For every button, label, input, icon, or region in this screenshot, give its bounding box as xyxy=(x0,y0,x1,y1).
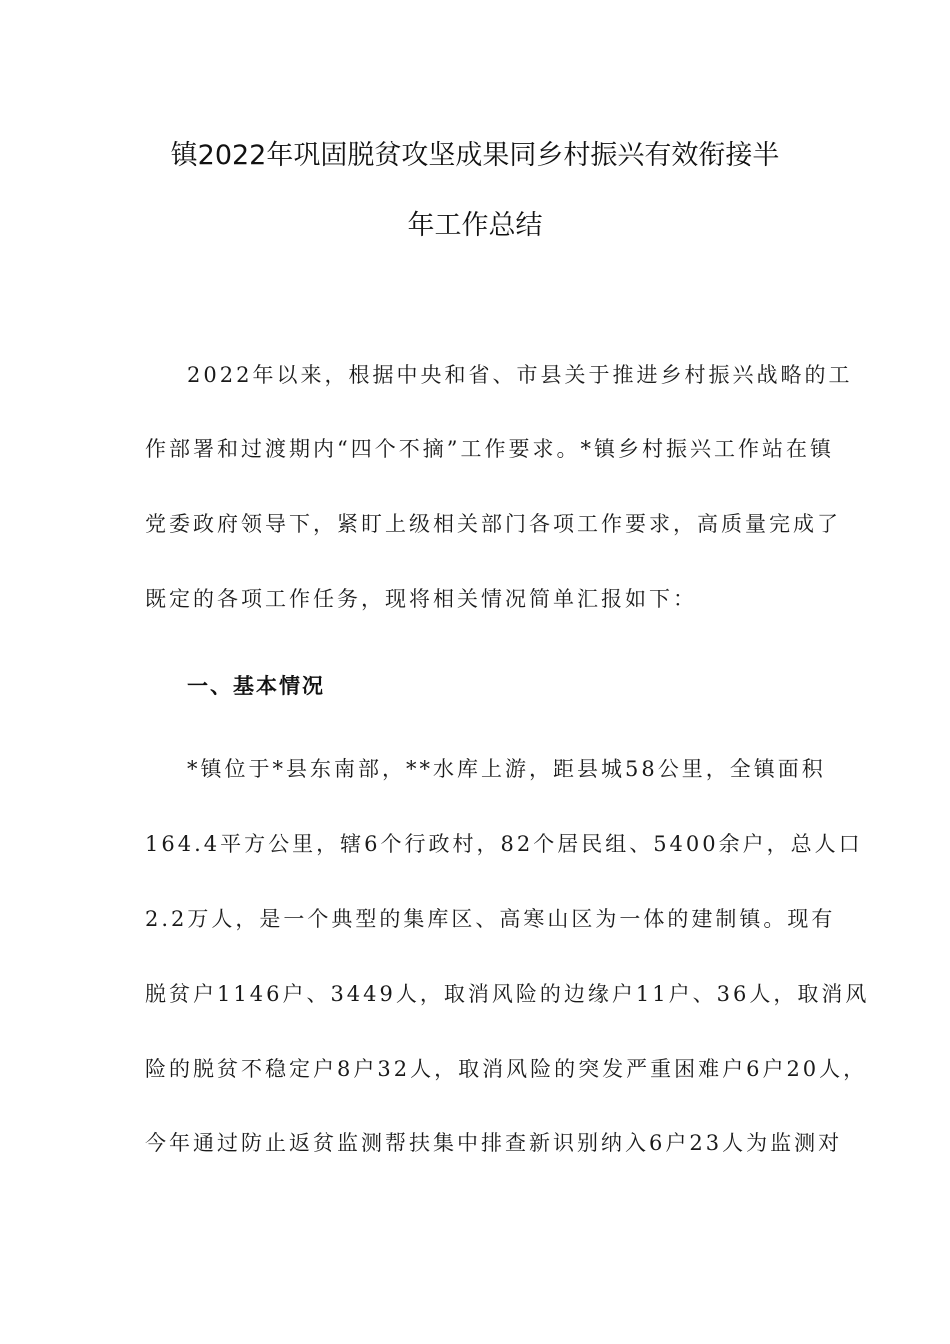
section-heading: 一、基本情况 xyxy=(187,674,325,698)
section-paragraph-line: 164.4平方公里，辖6个行政村，82个居民组、5400余户，总人口 xyxy=(145,832,863,856)
intro-paragraph-line: 党委政府领导下，紧盯上级相关部门各项工作要求，高质量完成了 xyxy=(145,512,841,536)
section-paragraph-line: 脱贫户1146户、3449人，取消风险的边缘户11户、36人，取消风 xyxy=(145,982,870,1006)
section-paragraph-line: 今年通过防止返贫监测帮扶集中排查新识别纳入6户23人为监测对 xyxy=(145,1131,843,1155)
intro-paragraph-line: 作部署和过渡期内“四个不摘”工作要求。*镇乡村振兴工作站在镇 xyxy=(145,437,834,461)
document-title-line-2: 年工作总结 xyxy=(407,210,543,241)
section-paragraph-line: *镇位于*县东南部，**水库上游，距县城58公里，全镇面积 xyxy=(187,757,826,781)
intro-paragraph-line: 既定的各项工作任务，现将相关情况简单汇报如下： xyxy=(145,587,697,611)
section-paragraph-line: 2.2万人，是一个典型的集库区、高寒山区为一体的建制镇。现有 xyxy=(145,907,836,931)
section-paragraph-line: 险的脱贫不稳定户8户32人，取消风险的突发严重困难户6户20人， xyxy=(145,1057,868,1081)
document-title-line-1: 镇2022年巩固脱贫攻坚成果同乡村振兴有效衔接半 xyxy=(170,140,780,171)
intro-paragraph-line: 2022年以来，根据中央和省、市县关于推进乡村振兴战略的工 xyxy=(187,363,853,387)
